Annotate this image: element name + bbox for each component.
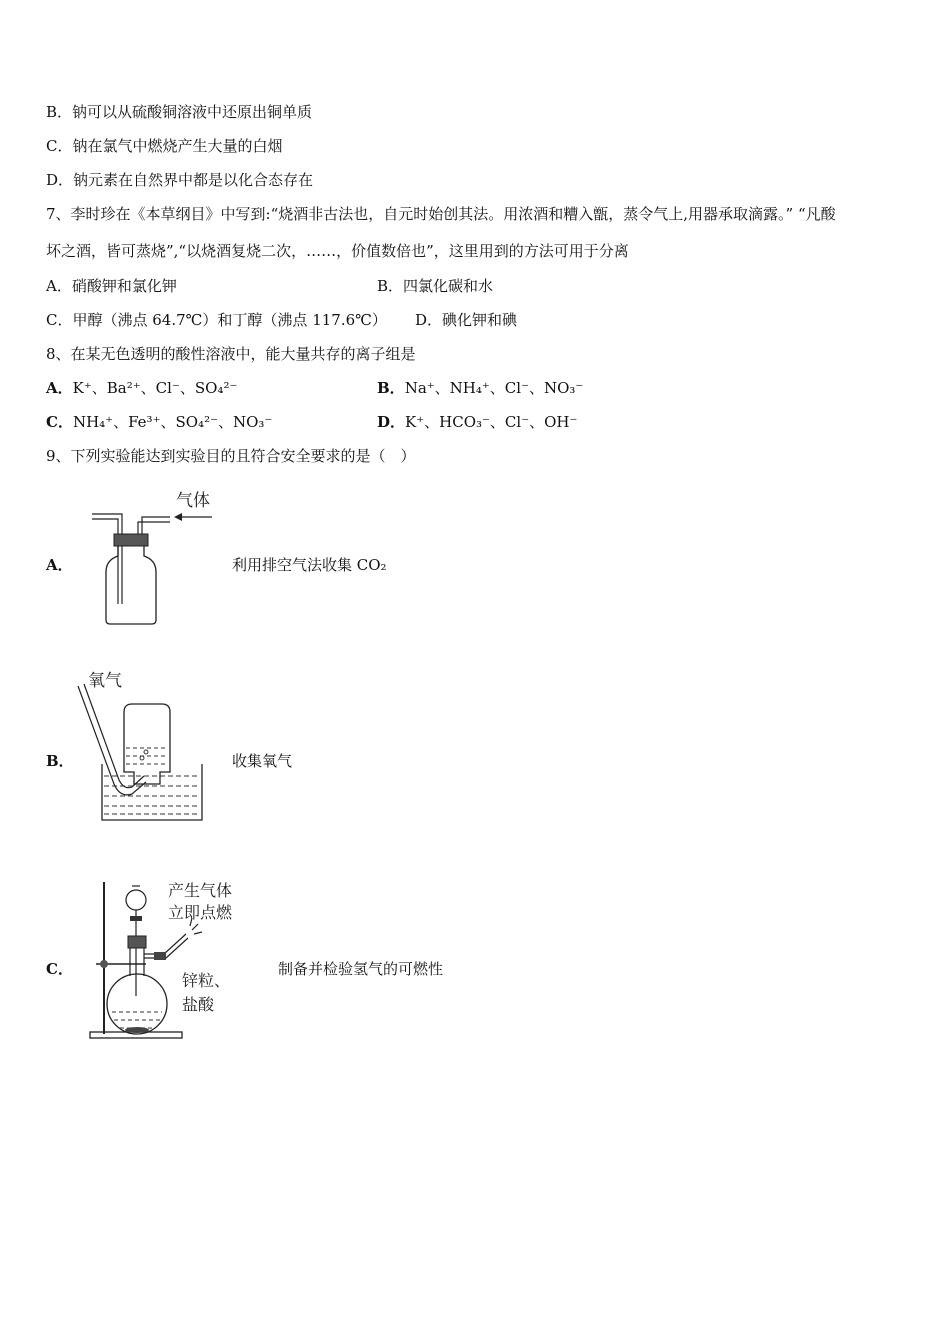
q7-option-c: C．甲醇（沸点 64.7℃）和丁醇（沸点 117.6℃）: [46, 311, 387, 329]
q8-option-c: [46, 412, 272, 432]
q8-option-d-letter: D．: [377, 413, 406, 431]
q8-stem: 8、在某无色透明的酸性溶液中，能大量共存的离子组是: [46, 345, 416, 363]
q7-stem-line1: 7、李时珍在《本草纲目》中写到:“烧酒非古法也，自元时始创其法。用浓酒和糟入甑，蒸令气上,用器承取滴露。” “凡酸: [46, 205, 836, 223]
acid-label: 盐酸: [182, 995, 215, 1014]
q8-option-d: [377, 412, 577, 432]
q6-option-c: C．钠在氯气中燃烧产生大量的白烟: [46, 137, 283, 155]
q7-option-b: B．四氯化碳和水: [377, 277, 494, 295]
oxygen-trough-diagram: [70, 664, 210, 829]
gas-bottle-diagram: [80, 484, 230, 629]
q8-option-b-ions: Na⁺、NH₄⁺、Cl⁻、NO₃⁻: [404, 379, 584, 397]
q8-option-a-letter: A．: [46, 379, 73, 397]
zinc-label: 锌粒、: [182, 971, 231, 990]
q8-option-b-letter: B．: [377, 379, 405, 397]
q9-fig-b-caption: 收集氧气: [232, 752, 293, 770]
ignite-label: 立即点燃: [168, 903, 233, 922]
q8-option-c-letter: C．: [46, 413, 73, 431]
q9-fig-b-letter: B．: [46, 752, 74, 770]
q8-option-a-ions: K⁺、Ba²⁺、Cl⁻、SO₄²⁻: [72, 379, 238, 397]
q7-stem-line2: 坏之酒，皆可蒸烧”,“以烧酒复烧二次，……，价值数倍也”，这里用到的方法可用于分离: [46, 242, 629, 260]
oxygen-label: 氧气: [88, 671, 122, 691]
q6-option-b: B．钠可以从硫酸铜溶液中还原出铜单质: [46, 103, 313, 121]
q7-option-a: A．硝酸钾和氯化钾: [46, 277, 177, 295]
q9-fig-a-letter: A．: [46, 556, 73, 574]
q8-option-d-ions: K⁺、HCO₃⁻、Cl⁻、OH⁻: [405, 413, 578, 431]
q6-option-d: D．钠元素在自然界中都是以化合态存在: [46, 171, 314, 189]
gas-produced-label: 产生气体: [168, 881, 233, 900]
q7-option-d: D．碘化钾和碘: [415, 311, 518, 329]
hydrogen-apparatus-diagram: [86, 876, 266, 1046]
q9-fig-a-caption: 利用排空气法收集 CO₂: [232, 556, 387, 574]
gas-label: 气体: [176, 491, 210, 511]
q8-option-c-ions: NH₄⁺、Fe³⁺、SO₄²⁻、NO₃⁻: [72, 413, 273, 431]
q8-option-a: [46, 378, 237, 398]
q8-option-b: [377, 378, 583, 398]
q9-fig-c-letter: C．: [46, 960, 73, 978]
q9-fig-c-caption: 制备并检验氢气的可燃性: [278, 960, 444, 978]
q9-stem: 9、下列实验能达到实验目的且符合安全要求的是（ ）: [46, 447, 416, 465]
